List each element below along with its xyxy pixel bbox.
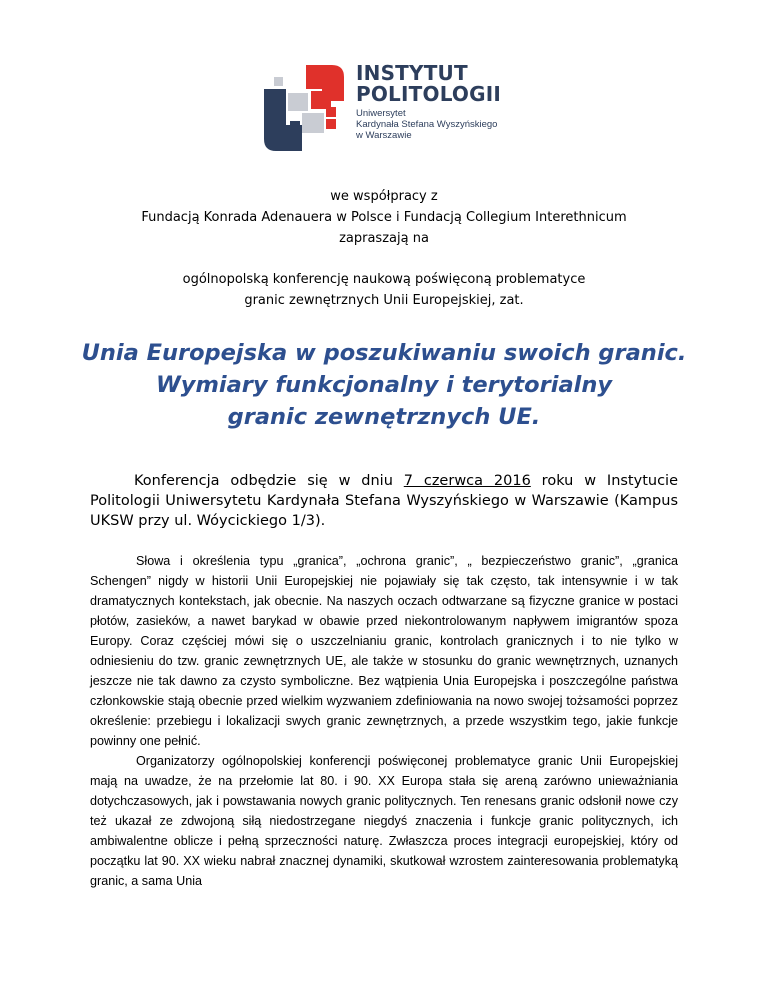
logo-subtitle-line3: w Warszawie (356, 130, 412, 141)
lead-text-after: roku w Instytucie Politologii Uniwersytetu Kardynała Stefana Wyszyńskiego w Warszawie (Kampus UKSW przy ul. Wóycickiego 1/3). (90, 473, 678, 529)
institute-logo (262, 63, 522, 153)
logo-mark-icon (262, 63, 346, 153)
title-line-1: Unia Europejska w poszukiwaniu swoich granic. (81, 340, 687, 366)
conference-title (60, 337, 708, 433)
intro-line-3: zapraszają na (339, 231, 429, 246)
logo-subtitle (356, 108, 526, 141)
logo-subtitle-line1: Uniwersytet (356, 108, 406, 119)
logo-title-line1: INSTYTUT (356, 61, 468, 85)
intro-line-1: we współpracy z (330, 189, 438, 204)
title-line-2: Wymiary funkcjonalny i terytorialny (155, 372, 613, 398)
lead-text-before: Konferencja odbędzie się w dniu (134, 473, 404, 489)
conference-date: 7 czerwca 2016 (403, 473, 531, 489)
lead-paragraph (90, 471, 678, 531)
body-text (90, 551, 678, 891)
intro-line-2: Fundacją Konrada Adenauera w Polsce i Fundacją Collegium Interethnicum (141, 210, 627, 225)
intro-block (80, 186, 688, 249)
title-line-3: granic zewnętrznych UE. (227, 404, 541, 430)
logo-text (356, 63, 526, 141)
body-paragraph-2: Organizatorzy ogólnopolskiej konferencji poświęconej problematyce granic Unii Europejskiej mają na uwadze, że na przełomie lat 80. i 90. XX Europa stała się areną zarówno unieważniania dotychczasowych, jak i powstawania nowych granic politycznych. Ten renesans granic odsłonił nowe czy też ukazał ze zdwojoną siłą niedostrzegane niegdyś znaczenia i funkcje granic politycznych, ich ambiwalentne oblicze i pełną sprzeczności naturę. Zwłaszcza proces integracji europejskiej, który od początku lat 90. XX wieku nabrał znacznej dynamiki, skutkował wzrostem zainteresowania problematyką granic, a sama Unia (90, 754, 678, 888)
intro-line-5: granic zewnętrznych Unii Europejskiej, zat. (244, 293, 524, 308)
body-paragraph-1: Słowa i określenia typu „granica”, „ochrona granic”, „ bezpieczeństwo granic”, „granica Schengen” nigdy w historii Unii Europejskiej nie pojawiały się tak często, tak intensywnie i w tak dramatycznych kontekstach, jak obecnie. Na naszych oczach odtwarzane są fizyczne granice w postaci płotów, zasieków, a nawet barykad w obawie przed niekontrolowanym napływem imigrantów spoza Europy. Coraz częściej mówi się o uszczelnianiu granic, kontrolach granicznych i to nie tylko w odniesieniu do tzw. granic zewnętrznych UE, ale także w stosunku do granic wewnętrznych, uznanych jeszcze nie tak dawno za czysto symboliczne. Bez wątpienia Unia Europejska i poszczególne państwa członkowskie stają obecnie przed wielkim wyzwaniem zdefiniowania na nowo swojej tożsamości poprzez określenie: przebiegu i lokalizacji swych granic zewnętrznych, a przede wszystkim tego, jakie funkcje powinny one pełnić. (90, 554, 678, 748)
intro-line-4: ogólnopolską konferencję naukową poświęconą problematyce (182, 272, 586, 287)
logo-title-line2: POLITOLOGII (356, 82, 502, 106)
logo-subtitle-line2: Kardynała Stefana Wyszyńskiego (356, 119, 498, 130)
intro-block-2 (80, 269, 688, 311)
